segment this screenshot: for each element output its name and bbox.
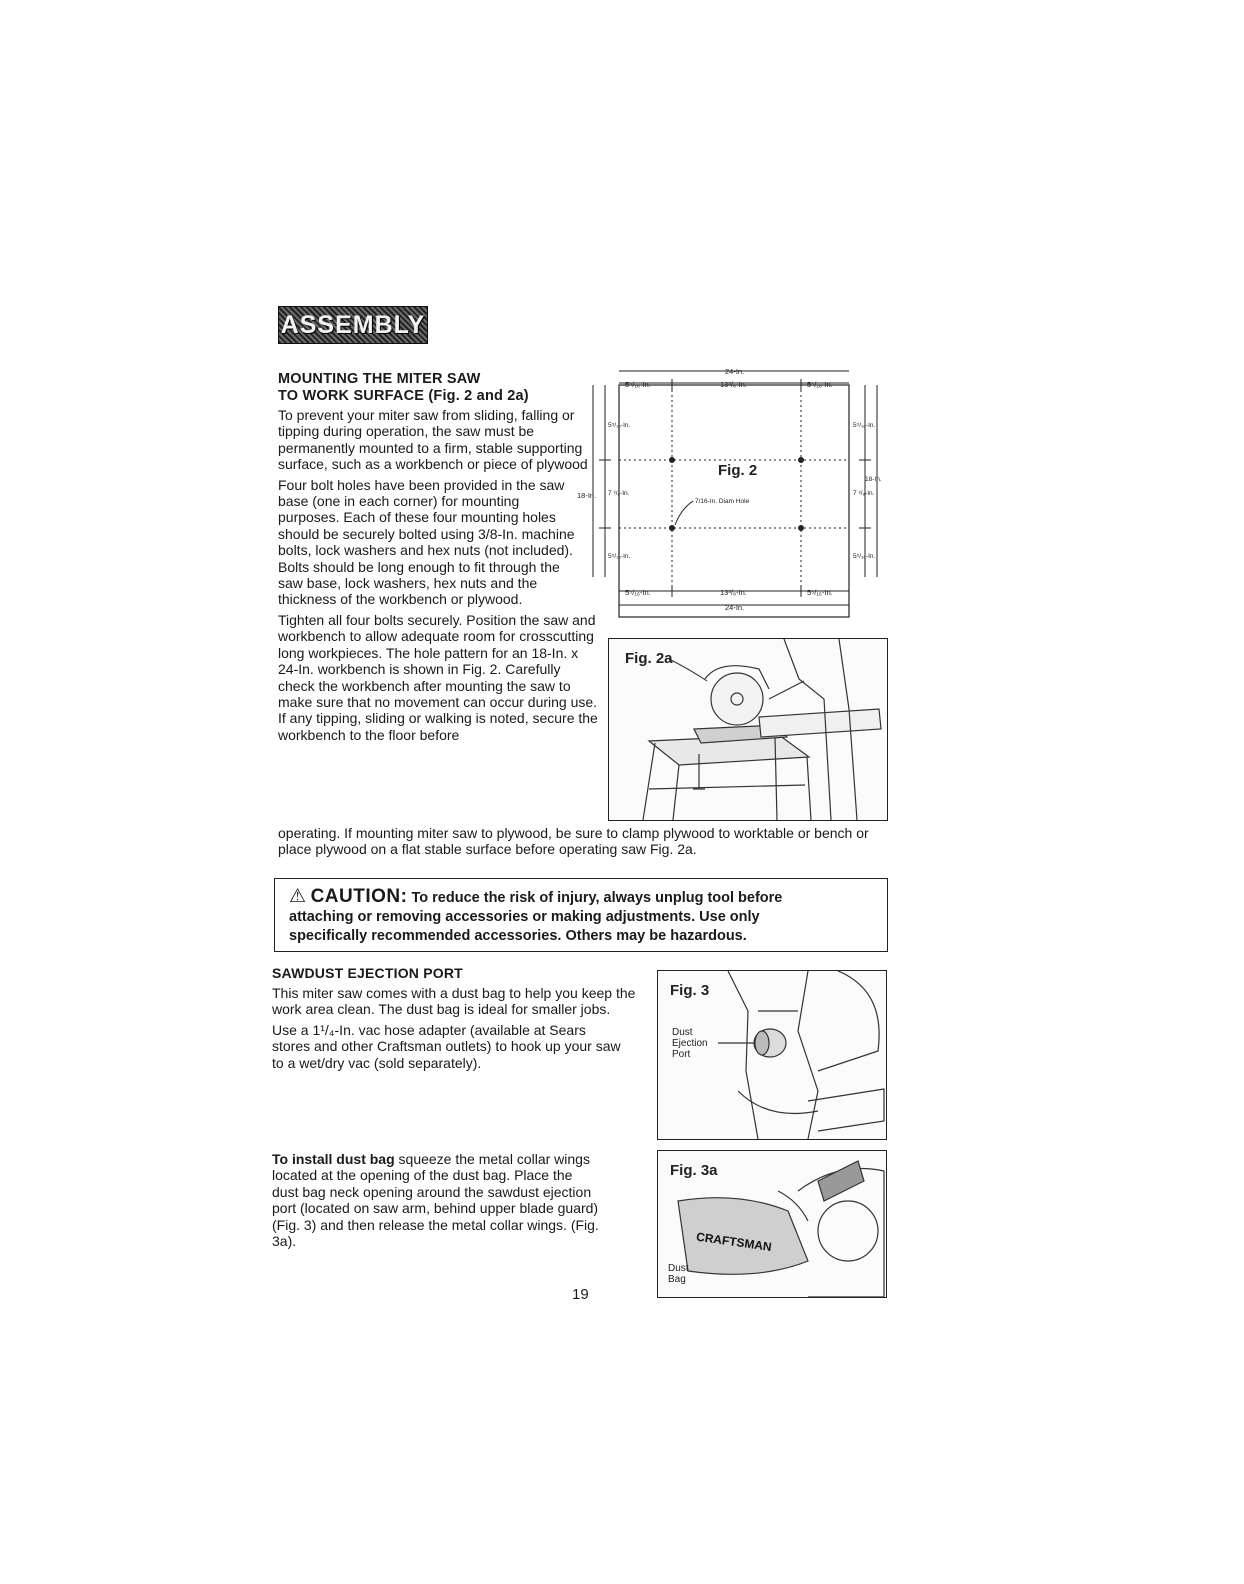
fig2-left-total: 18-In. [577, 491, 597, 500]
sawdust-heading: SAWDUST EJECTION PORT [272, 965, 463, 981]
mounting-heading-line2: TO WORK SURFACE (Fig. 2 and 2a) [278, 388, 529, 404]
fig2-right-total: 18-In. [865, 476, 882, 483]
install-section [272, 1151, 602, 1249]
fig2-label: Fig. 2 [718, 462, 758, 479]
fig2-top-right: 5⁵/₁₆-In. [807, 380, 833, 389]
figure-2-hole-pattern [575, 365, 885, 625]
fig2a-label: Fig. 2a [625, 650, 673, 667]
caution-box [274, 878, 888, 952]
fig2-bottom-right: 5⁵/₁₆-In. [807, 588, 833, 597]
fig2-left-bottom: 5⁵/₁₆-In. [608, 553, 631, 560]
fig3a-brand: CRAFTSMAN [695, 1229, 773, 1255]
fig3a-label: Fig. 3a [670, 1162, 718, 1179]
hole-pattern-diagram [575, 365, 885, 625]
fig2-top-total: 24-In. [725, 367, 745, 376]
fig2-hole-note: 7/16-In. Diam Hole [695, 498, 750, 505]
fig2-bottom-total: 24-In. [725, 603, 745, 612]
fig2-left-mid: 7 ³/₈-In. [608, 490, 630, 497]
dust-bag-illustration [658, 1151, 886, 1297]
caution-word: CAUTION: [310, 886, 408, 907]
section-banner [278, 306, 428, 344]
caution-line-1: To reduce the risk of injury, always unplug tool before [411, 890, 783, 906]
page-number: 19 [572, 1286, 589, 1303]
mounting-para-1: To prevent your miter saw from sliding, falling or tipping during operation, the saw must be permanently mounted to a firm, stable supporting surface, such as a workbench or piece of plywood [278, 407, 588, 473]
fig2-right-top: 5⁵/₁₆-In. [853, 422, 876, 429]
ejection-port-illustration [658, 971, 886, 1139]
figure-2a-photo [608, 638, 888, 821]
fig2-left-top: 5⁵/₁₆-In. [608, 422, 631, 429]
fig2-right-mid: 7 ³/₈-In. [853, 490, 875, 497]
mounting-heading-line1: MOUNTING THE MITER SAW [278, 371, 481, 387]
section-title: ASSEMBLY [280, 311, 426, 339]
fig2-top-mid: 13³/₈-In. [720, 380, 747, 389]
sawdust-para-2: Use a 1¹/₄-In. vac hose adapter (available at Sears stores and other Craftsman outlets) to hook up your saw to a wet/dry vac (sold separately). [272, 1021, 621, 1071]
sawdust-para-1: This miter saw comes with a dust bag to help you keep the work area clean. The dust bag is ideal for smaller jobs. [272, 985, 636, 1018]
figure-3a-photo [657, 1150, 887, 1298]
install-lead: To install dust bag [272, 1151, 395, 1167]
mounting-para-3-continued: operating. If mounting miter saw to plywood, be sure to clamp plywood to worktable or bench or place plywood on a flat stable surface before operating saw Fig. 2a. [278, 825, 869, 858]
fig2-right-bottom: 5⁵/₁₆-In. [853, 553, 876, 560]
sawdust-section [272, 965, 642, 1075]
fig2-bottom-left: 5⁵/₁₆-In. [625, 588, 651, 597]
caution-line-3: specifically recommended accessories. Others may be hazardous. [289, 928, 747, 944]
install-text: squeeze the metal collar wings located at the opening of the dust bag. Place the dust bag neck opening around the sawdust ejection port (located on saw arm, behind upper blade guard) (Fig. 3) and then release the metal collar wings. (Fig. 3a). [272, 1151, 599, 1250]
fig3a-callout: Dust Bag [668, 1263, 689, 1285]
fig2-top-left: 5⁵/₁₆-In. [625, 380, 651, 389]
mounting-para-3: Tighten all four bolts securely. Position the saw and workbench to allow adequate room for crosscutting long workpieces. The hole pattern for an 18-In. x 24-In. workbench is shown in Fig. 2. Carefully check the workbench after mounting the saw to make sure that no movement can occur during use. If any tipping, sliding or walking is noted, secure the workbench to the floor before [278, 611, 598, 743]
saw-on-workbench-illustration [609, 639, 887, 820]
fig3-callout: Dust Ejection Port [672, 1027, 708, 1060]
caution-symbol: ⚠ [289, 886, 307, 907]
fig3-label: Fig. 3 [670, 982, 710, 999]
fig2-bottom-mid: 13³/₈-In. [720, 588, 747, 597]
mounting-section [278, 371, 608, 747]
mounting-para-2: Four bolt holes have been provided in the saw base (one in each corner) for mounting purposes. Each of these four mounting holes should be securely bolted using 3/8-In. machine bolts, lock washers and hex nuts (not included). Bolts should be long enough to fit through the saw base, lock washers, hex nuts and the thickness of the workbench or plywood. [278, 476, 575, 608]
figure-3-photo [657, 970, 887, 1140]
caution-line-2: attaching or removing accessories or making adjustments. Use only [289, 909, 760, 925]
